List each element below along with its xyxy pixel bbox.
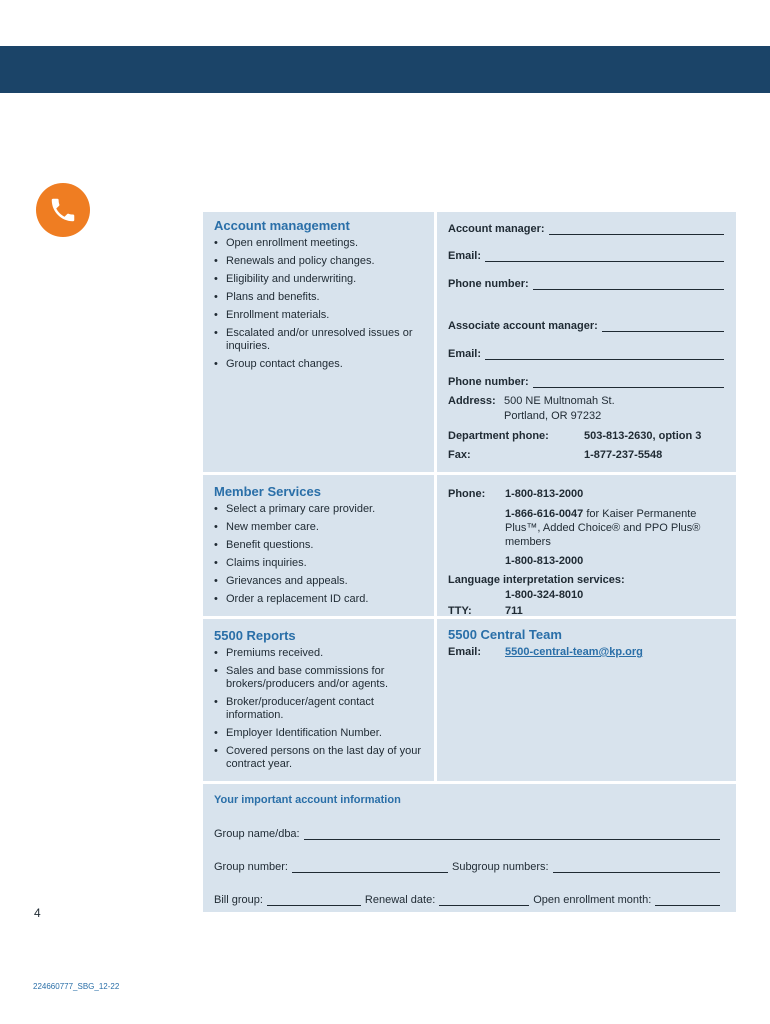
list-item: • Escalated and/or unresolved issues or inquiries. (214, 327, 426, 353)
group-name-field[interactable]: Group name/dba: (214, 828, 724, 840)
list-item: • Benefit questions. (214, 539, 426, 552)
associate-phone-field[interactable]: Phone number: (448, 376, 724, 388)
subgroup-field[interactable] (553, 862, 720, 873)
list-item: • Grievances and appeals. (214, 575, 426, 588)
associate-manager-field[interactable]: Associate account manager: (448, 320, 724, 332)
list-item: • Employer Identification Number. (214, 727, 426, 740)
language-phone: 1-800-324-8010 (505, 589, 584, 601)
member-services-title: Member Services (214, 484, 321, 499)
list-item: • Enrollment materials. (214, 309, 426, 322)
billing-row: Bill group: Renewal date: Open enrollment month: (214, 894, 724, 906)
member-phone: Phone: 1-800-813-2000 (448, 488, 584, 500)
language-label: Language interpretation services: (448, 574, 625, 586)
account-management-contacts (437, 212, 736, 472)
list-item: • Premiums received. (214, 647, 426, 660)
account-management-panel (203, 212, 434, 472)
document-code: 224660777_SBG_12-22 (33, 982, 120, 991)
list-item: • Eligibility and underwriting. (214, 273, 426, 286)
list-item: • Plans and benefits. (214, 291, 426, 304)
open-enrollment-field[interactable] (655, 895, 720, 906)
list-item: • Covered persons on the last day of your contract year. (214, 745, 426, 771)
list-item: • Sales and base commissions for brokers/producers and/or agents. (214, 665, 426, 691)
account-management-list (214, 237, 426, 371)
member-services-contacts (437, 475, 736, 616)
account-manager-field[interactable]: Account manager: (448, 223, 724, 235)
bill-group-field[interactable] (267, 895, 361, 906)
phone-icon (36, 183, 90, 237)
member-services-list (214, 503, 426, 606)
tty: TTY: 711 (448, 605, 523, 617)
list-item: • Order a replacement ID card. (214, 593, 426, 606)
reports-5500-title: 5500 Reports (214, 628, 296, 643)
member-phone-alt: 1-866-616-0047 for Kaiser Permanente Plus™, Added Choice® and PPO Plus® members (505, 508, 701, 548)
list-item: • Broker/producer/agent contact information. (214, 696, 426, 722)
account-manager-email-field[interactable]: Email: (448, 250, 724, 262)
central-team-panel (437, 619, 736, 781)
account-management-title: Account management (214, 218, 350, 233)
list-item: • Claims inquiries. (214, 557, 426, 570)
account-info-panel (203, 784, 736, 912)
member-phone-2: 1-800-813-2000 (505, 555, 584, 567)
page-number: 4 (34, 906, 41, 920)
list-item: • Select a primary care provider. (214, 503, 426, 516)
contact-grid (203, 212, 736, 912)
renewal-date-field[interactable] (439, 895, 529, 906)
central-team-title: 5500 Central Team (448, 627, 562, 642)
central-team-email-link[interactable]: 5500-central-team@kp.org (505, 646, 643, 658)
list-item: • New member care. (214, 521, 426, 534)
group-number-field[interactable] (292, 862, 448, 873)
account-manager-phone-field[interactable]: Phone number: (448, 278, 724, 290)
group-number-row: Group number: Subgroup numbers: (214, 861, 724, 873)
list-item: • Renewals and policy changes. (214, 255, 426, 268)
member-services-panel (203, 475, 434, 616)
fax: Fax: 1-877-237-5548 (448, 449, 663, 461)
department-phone: Department phone: 503-813-2630, option 3 (448, 430, 702, 442)
reports-5500-panel (203, 619, 434, 781)
associate-email-field[interactable]: Email: (448, 348, 724, 360)
central-team-email: Email: 5500-central-team@kp.org (448, 646, 643, 658)
reports-5500-list (214, 647, 426, 771)
header-band (0, 46, 770, 93)
list-item: • Open enrollment meetings. (214, 237, 426, 250)
address-block: Address: 500 NE Multnomah St. Portland, OR 97232 (448, 395, 615, 422)
list-item: • Group contact changes. (214, 358, 426, 371)
account-info-title: Your important account information (214, 794, 401, 806)
